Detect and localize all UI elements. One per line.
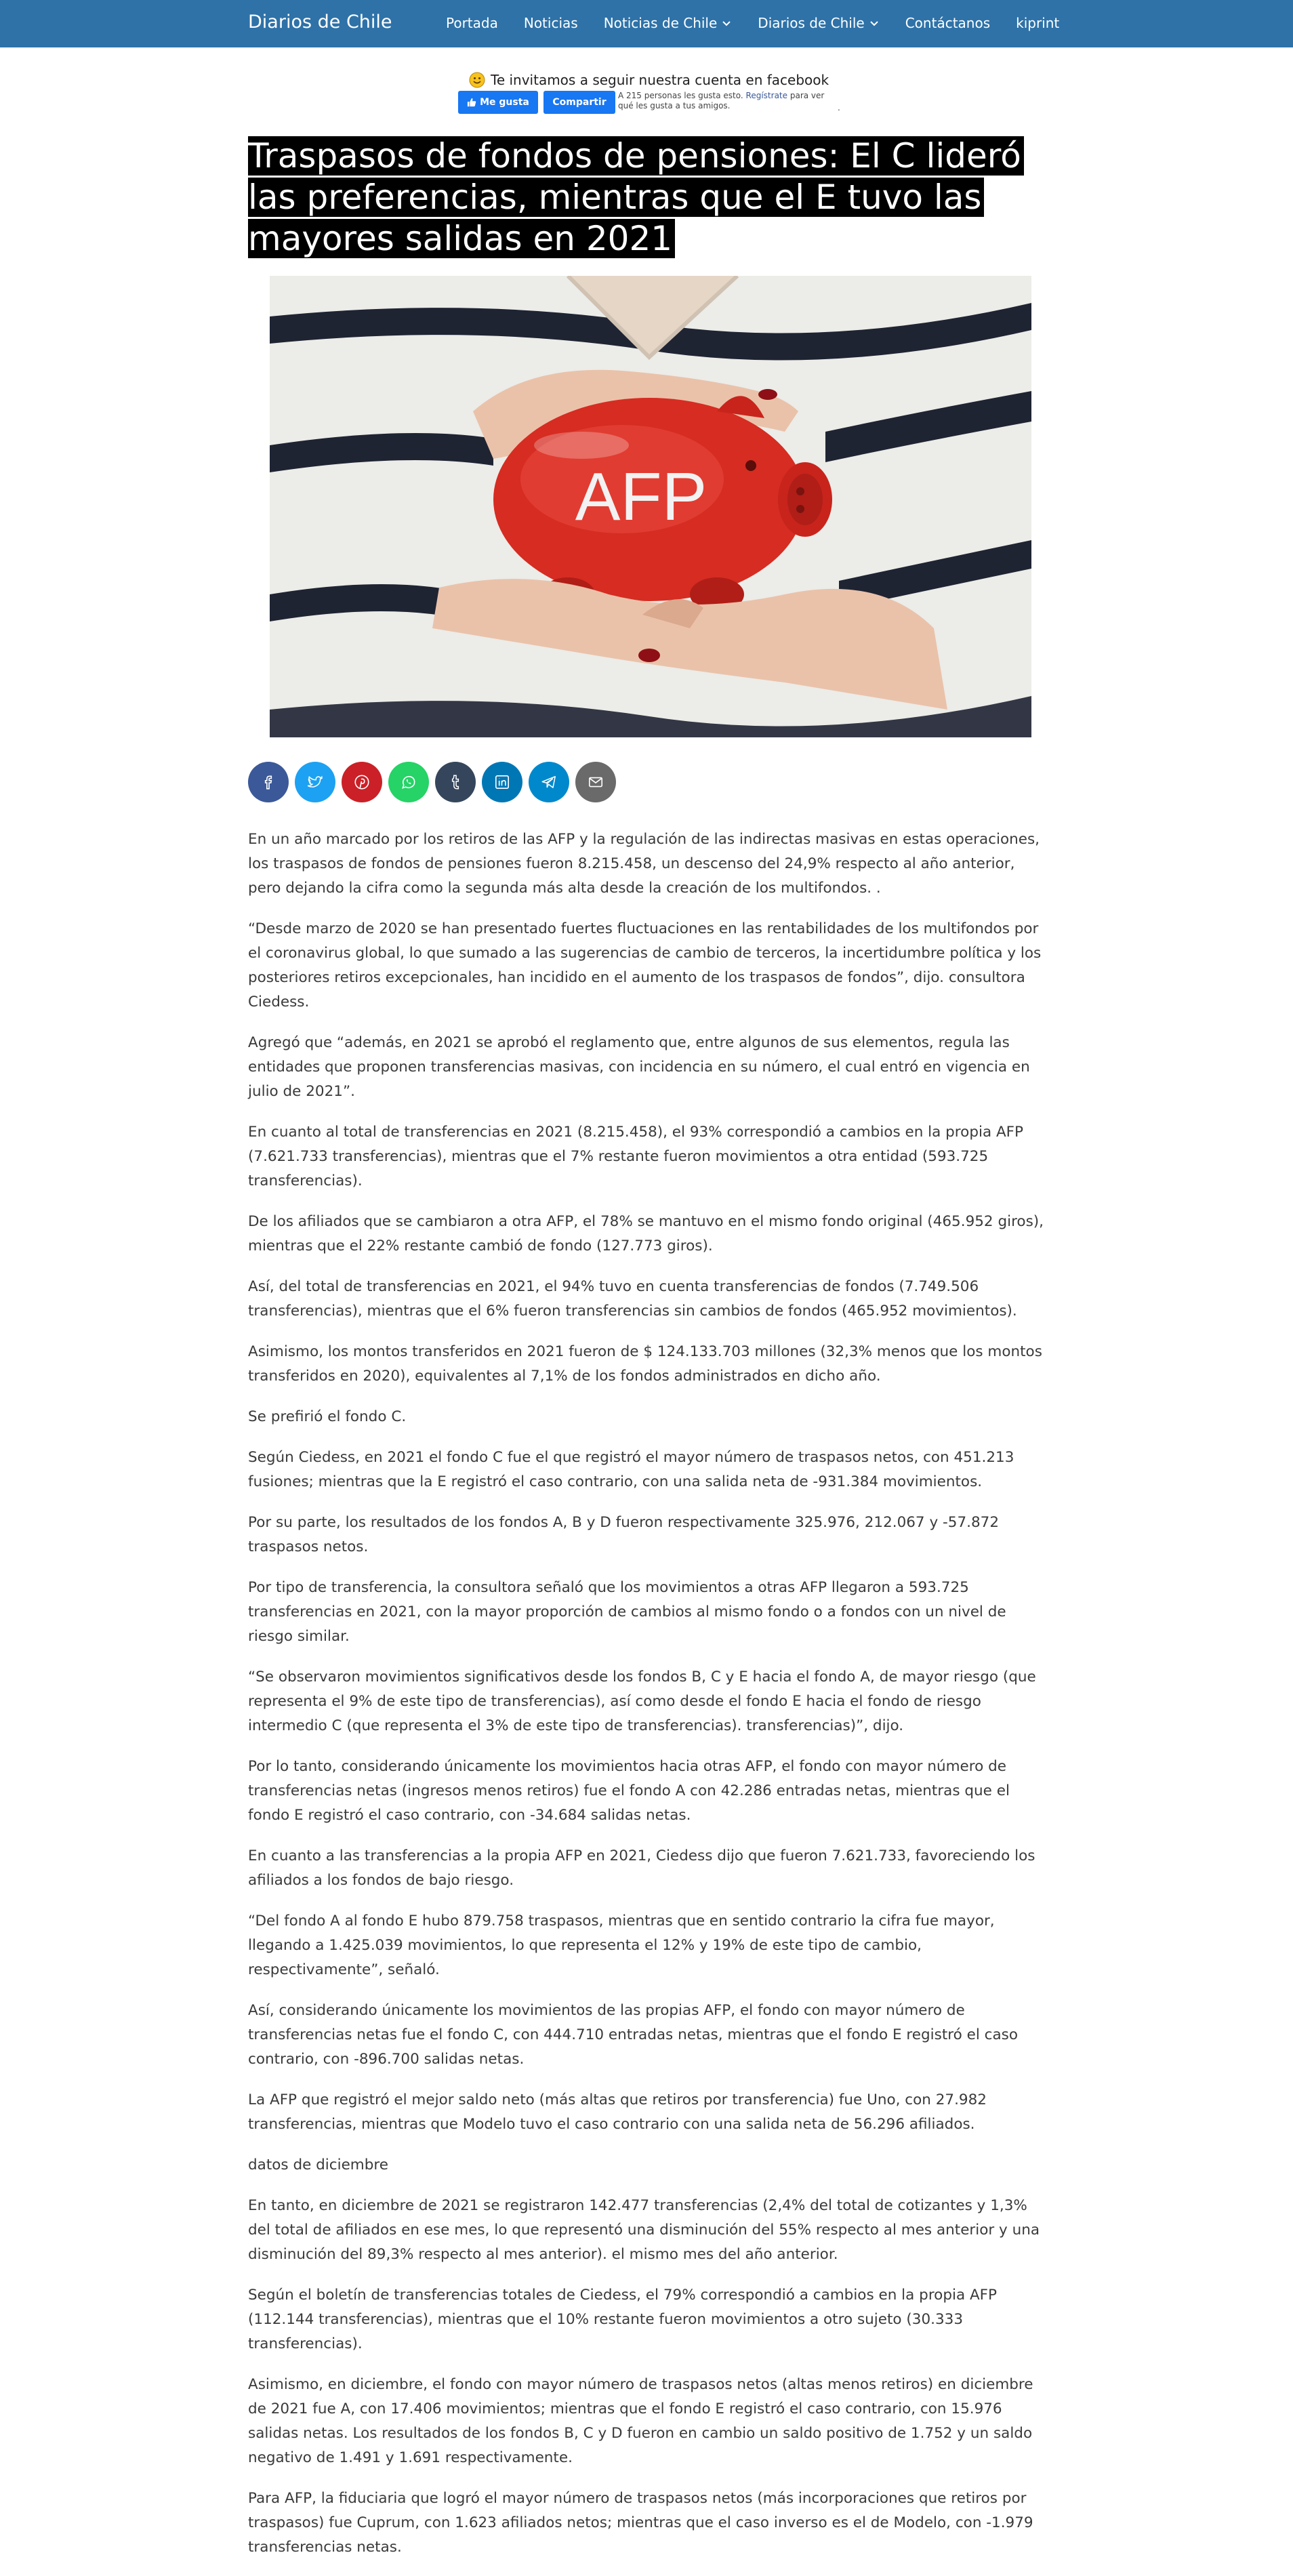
nav-item-label: Contáctanos [905, 15, 991, 31]
nav-item-label: Diarios de Chile [758, 15, 865, 31]
thumbs-up-icon [467, 98, 476, 107]
chevron-down-icon [869, 18, 880, 28]
share-buttons-row [248, 762, 622, 802]
article-subheading: Se prefirió el fondo C. [248, 1408, 407, 1425]
pinterest-icon [353, 773, 371, 791]
article-paragraph: Según Ciedess, en 2021 el fondo C fue el que registró el mayor número de traspasos netos, con 451.213 fusiones; mientras que la E registró el caso contrario, con una salida neta de -931.384 movimientos. [248, 1449, 1014, 1490]
facebook-share-button[interactable] [248, 762, 289, 802]
twitter-share-button[interactable] [295, 762, 335, 802]
article-paragraph: Por su parte, los resultados de los fondos A, B y D fueron respectivamente 325.976, 212.067 y -57.872 traspasos netos. [248, 1514, 999, 1555]
article-paragraph: Para AFP, la fiduciaria que logró el mayor número de traspasos netos (más incorporaciones que retiros por traspasos) fue Cuprum, con 1.623 afiliados netos; mientras que el caso inverso es el de Modelo, con -1.979 transferencias netas. [248, 2490, 1033, 2556]
article-paragraph: “Desde marzo de 2020 se han presentado fuertes fluctuaciones en las rentabilidades de los multifondos por el coronavirus global, lo que sumado a las sugerencias de cambio de terceros, la incertidumbre política y los posteriores retiros excepcionales, han incidido en el aumento de los traspasos de fondos”, dijo. consultora Ciedess. [248, 920, 1042, 1010]
nav-item-label: kiprint [1016, 15, 1060, 31]
article-paragraph: “Se observaron movimientos significativos desde los fondos B, C y E hacia el fondo A, de mayor riesgo (que representa el 9% de este tipo de transferencias), así como desde el fondo E hacia el fondo de riesgo intermedio C (que representa el 3% de este tipo de transferencias). transferencias)”, dijo. [248, 1669, 1036, 1734]
pinterest-share-button[interactable] [342, 762, 382, 802]
nav-item-label: Noticias [523, 15, 578, 31]
top-navbar [0, 0, 1293, 47]
linkedin-share-button[interactable] [482, 762, 522, 802]
email-icon [587, 773, 604, 791]
article-paragraph: Por tipo de transferencia, la consultora señaló que los movimientos a otras AFP llegaron a 593.725 transferencias en 2021, con la mayor proporción de cambios al mismo fondo o a fondos con un nivel de riesgo similar. [248, 1579, 1006, 1645]
nav-item-noticias-de-chile[interactable] [604, 15, 733, 31]
nav-item-kiprint[interactable] [1016, 15, 1059, 31]
nav-item-diarios-de-chile[interactable] [758, 15, 879, 31]
facebook-like-label: Me gusta [480, 97, 529, 108]
nav-item-noticias[interactable] [524, 15, 578, 31]
article-paragraph: Agregó que “además, en 2021 se aprobó el reglamento que, entre algunos de sus elementos, regula las entidades que proponen transferencias masivas, con incidencia en su número, el cual entró en vigencia en julio de 2021”. [248, 1034, 1030, 1100]
article-subheading: datos de diciembre [248, 2156, 388, 2173]
facebook-icon [260, 773, 277, 791]
linkedin-icon [493, 773, 511, 791]
facebook-invite-text: Te invitamos a seguir nuestra cuenta en facebook [491, 72, 829, 88]
article-paragraph: En cuanto a las transferencias a la propia AFP en 2021, Ciedess dijo que fueron 7.621.733, favoreciendo los afiliados a los fondos de bajo riesgo. [248, 1847, 1035, 1889]
article-hero-image [270, 276, 1031, 737]
twitter-icon [306, 773, 324, 791]
article-paragraph: Así, considerando únicamente los movimientos de las propias AFP, el fondo con mayor número de transferencias netas fue el fondo C, con 444.710 entradas netas, mientras que el fondo E registró el caso contrario, con -896.700 salidas netas. [248, 2002, 1019, 2068]
facebook-share-label: Compartir [552, 97, 607, 108]
like-count-text: A 215 personas les gusta esto. [618, 91, 743, 100]
article-body [248, 827, 1045, 2576]
whatsapp-share-button[interactable] [388, 762, 429, 802]
article-paragraph: De los afiliados que se cambiaron a otra AFP, el 78% se mantuvo en el mismo fondo original (465.952 giros), mientras que el 22% restante cambió de fondo (127.773 giros). [248, 1213, 1044, 1254]
chevron-down-icon [721, 18, 732, 28]
facebook-like-count [618, 91, 835, 111]
nav-item-label: Noticias de Chile [603, 15, 718, 31]
facebook-share-widget-button[interactable] [543, 91, 615, 114]
article-paragraph: “Del fondo A al fondo E hubo 879.758 traspasos, mientras que en sentido contrario la cifra fue mayor, llegando a 1.425.039 movimientos, lo que representa el 12% y 19% de este tipo de cambio, respectivamente”, señaló. [248, 1913, 995, 1978]
nav-item-portada[interactable] [446, 15, 498, 31]
tumblr-share-button[interactable] [435, 762, 476, 802]
register-link[interactable]: Regístrate [745, 91, 788, 100]
facebook-dot: . [838, 103, 840, 113]
article-paragraph: Asimismo, en diciembre, el fondo con mayor número de traspasos netos (altas menos retiros) en diciembre de 2021 fue A, con 17.406 movimientos; mientras que el fondo E registró el caso contrario, con 15.976 salidas netas. Los resultados de los fondos B, C y D fueron en cambio un saldo positivo de 1.752 y un saldo negativo de 1.491 y 1.691 respectivamente. [248, 2376, 1033, 2466]
article-title-text: Traspasos de fondos de pensiones: El C lideró las preferencias, mientras que el E tuvo las mayores salidas en 2021 [248, 136, 1024, 258]
article-paragraph: En un año marcado por los retiros de las AFP y la regulación de las indirectas masivas en estas operaciones, los traspasos de fondos de pensiones fueron 8.215.458, un descenso del 24,9% respecto al año anterior, pero dejando la cifra como la segunda más alta desde la creación de los multifondos. . [248, 831, 1040, 897]
nav-item-contactanos[interactable] [905, 15, 990, 31]
like-count-suffix: para ver qué les gusta a tus amigos. [618, 91, 825, 110]
facebook-follow-widget [458, 68, 838, 117]
article-paragraph: En tanto, en diciembre de 2021 se registraron 142.477 transferencias (2,4% del total de cotizantes y 1,3% del total de afiliados en ese mes, lo que representó una disminución del 55% respecto al mes anterior y una disminución del 89,3% respecto al mes anterior). el mismo mes del año anterior. [248, 2197, 1040, 2263]
smiley-icon [469, 72, 485, 88]
telegram-share-button[interactable] [529, 762, 569, 802]
article-paragraph: Así, del total de transferencias en 2021, el 94% tuvo en cuenta transferencias de fondos (7.749.506 transferencias), mientras que el 6% fueron transferencias sin cambios de fondos (465.952 movimientos). [248, 1278, 1017, 1320]
telegram-icon [540, 773, 558, 791]
tumblr-icon [447, 773, 464, 791]
article-paragraph: Asimismo, los montos transferidos en 2021 fueron de $ 124.133.703 millones (32,3% menos que los montos transferidos en 2020), equivalentes al 7,1% de los fondos administrados en dicho año. [248, 1343, 1042, 1385]
article-title [248, 136, 1045, 260]
site-brand-link[interactable]: Diarios de Chile [248, 12, 392, 33]
facebook-like-button[interactable] [458, 91, 538, 114]
article-paragraph: Según el boletín de transferencias totales de Ciedess, el 79% correspondió a cambios en la propia AFP (112.144 transferencias), mientras que el 10% restante fueron movimientos a otro sujeto (30.333 transferencias). [248, 2287, 998, 2352]
facebook-invite [469, 72, 829, 88]
email-share-button[interactable] [575, 762, 616, 802]
whatsapp-icon [400, 773, 417, 791]
afp-piggy-bank-illustration [270, 276, 1031, 737]
piggy-afp-text: AFP [575, 459, 707, 535]
article-paragraph: La AFP que registró el mejor saldo neto (más altas que retiros por transferencia) fue Uno, con 27.982 transferencias, mientras que Modelo tuvo el caso contrario con una salida neta de 56.296 afiliados. [248, 2091, 987, 2133]
main-nav [446, 15, 1059, 31]
nav-item-label: Portada [446, 15, 498, 31]
article-paragraph: En cuanto al total de transferencias en 2021 (8.215.458), el 93% correspondió a cambios en la propia AFP (7.621.733 transferencias), mientras que el 7% restante fueron movimientos a otra entidad (593.725 transferencias). [248, 1124, 1023, 1189]
article-paragraph: Por lo tanto, considerando únicamente los movimientos hacia otras AFP, el fondo con mayor número de transferencias netas (ingresos menos retiros) fue el fondo A con 42.286 entradas netas, mientras que el fondo E registró el caso contrario, con -34.684 salidas netas. [248, 1758, 1010, 1824]
